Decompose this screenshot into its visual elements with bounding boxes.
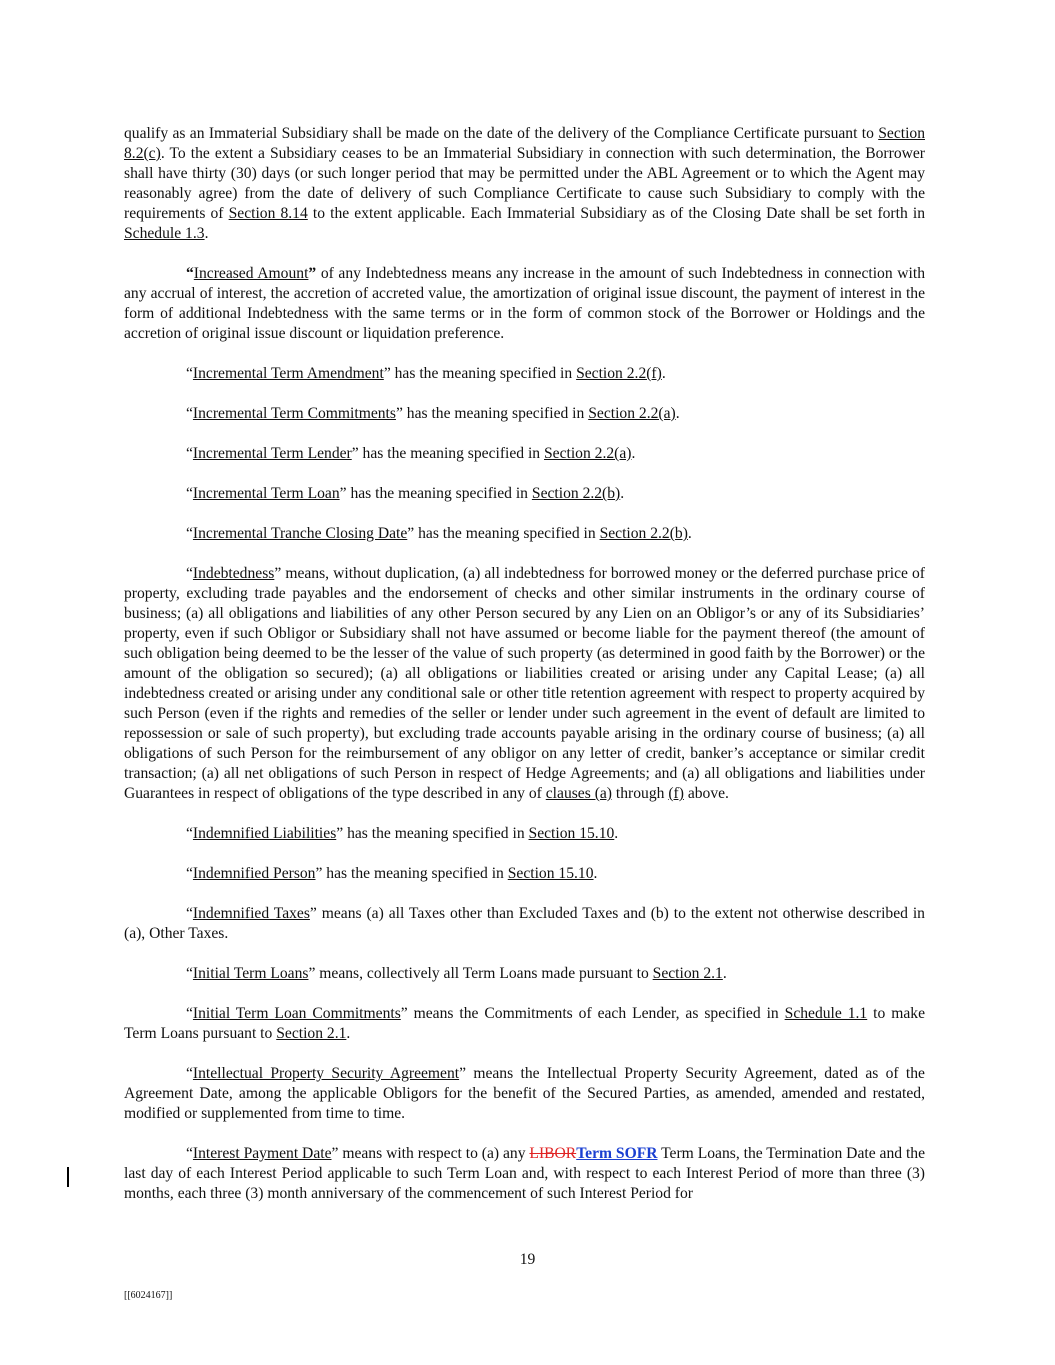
defined-term: Incremental Term Lender: [192, 445, 352, 462]
document-id: [[6024167]]: [124, 1290, 173, 1301]
defined-term: Interest Payment Date: [192, 1145, 332, 1162]
section-reference: Section 2.2(b): [599, 525, 688, 542]
defined-term: Initial Term Loans: [192, 965, 309, 982]
definition-incremental-term-amendment: “Incremental Term Amendment” has the meaning specified in Section 2.2(f).: [186, 365, 666, 382]
definition-incremental-tranche-closing-date: “Incremental Tranche Closing Date” has the meaning specified in Section 2.2(b).: [186, 525, 692, 542]
clause-reference: clauses (a): [545, 785, 613, 802]
section-reference: Section 8.14: [228, 205, 308, 222]
section-reference: Section 2.2(a): [588, 405, 676, 422]
defined-term: Indemnified Person: [192, 865, 316, 882]
definition-incremental-term-commitments: “Incremental Term Commitments” has the meaning specified in Section 2.2(a).: [186, 405, 680, 422]
section-reference: Section 15.10: [507, 865, 594, 882]
revision-change-bar: [67, 1167, 69, 1187]
defined-term: Increased Amount: [193, 265, 309, 282]
section-reference: Section 8.2(c): [124, 125, 925, 162]
definition-indemnified-person: “Indemnified Person” has the meaning specified in Section 15.10.: [186, 865, 598, 882]
schedule-reference: Schedule 1.1: [784, 1005, 868, 1022]
defined-term: Incremental Term Amendment: [192, 365, 384, 382]
paragraph-immaterial-subsidiary-cont: qualify as an Immaterial Subsidiary shall be made on the date of the delivery of the Compliance Certificate pursuant to Section 8.2(c). To the extent a Subsidiary ceases to be an Immaterial Subsidiary in connection with such determination, the Borrower shall have thirty (30) days (or such longer period that may be permitted under the ABL Agreement or to which the Agent may reasonably agree) from the date of delivery of such Compliance Certificate to cause such Subsidiary to comply with the requirements of Section 8.14 to the extent applicable. Each Immaterial Subsidiary as of the Closing Date shall be set forth in Schedule 1.3.: [124, 125, 925, 242]
definition-initial-term-loan-commitments: “Initial Term Loan Commitments” means the Commitments of each Lender, as specified in Schedule 1.1 to make Term Loans pursuant to Section 2.1.: [124, 1005, 925, 1042]
clause-reference: (f): [668, 785, 684, 802]
defined-term: Indebtedness: [192, 565, 275, 582]
defined-term: Incremental Tranche Closing Date: [192, 525, 408, 542]
section-reference: Section 2.2(b): [531, 485, 621, 502]
section-reference: Section 2.2(f): [576, 365, 662, 382]
defined-term: Incremental Term Loan: [192, 485, 340, 502]
defined-term: Initial Term Loan Commitments: [192, 1005, 401, 1022]
defined-term: Intellectual Property Security Agreement: [192, 1065, 460, 1082]
defined-term: Indemnified Taxes: [192, 905, 310, 922]
definition-indemnified-liabilities: “Indemnified Liabilities” has the meaning specified in Section 15.10.: [186, 825, 619, 842]
definition-indebtedness: “Indebtedness” means, without duplication, (a) all indebtedness for borrowed money or the deferred purchase price of property, excluding trade payables and the endorsement of checks and other similar instruments in the ordinary course of business; (a) all obligations and liabilities of any other Person secured by any Lien on an Obligor’s or any of its Subsidiaries’ property, even if such Obligor or Subsidiary shall not have assumed or become liable for the payment thereof (the amount of such obligation being deemed to be the lesser of the value of such property (as determined in good faith by the Borrower) or the amount of the obligation so secured); (a) all obligations or liabilities created or arising under any Capital Lease; (a) all indebtedness created or arising under any conditional sale or other title retention agreement with respect to property acquired by such Person (even if the rights and remedies of the seller or lender under such agreement in the event of default are limited to repossession or sale of such property), but excluding trade accounts payable arising in the ordinary course of business; (a) all obligations of such Person for the reimbursement of any obligor on any letter of credit, banker’s acceptance or similar credit transaction; (a) all net obligations of such Person in respect of Hedge Agreements; and (a) all obligations and liabilities under Guarantees in respect of obligations of the type described in any of clauses (a) through (f) above.: [124, 565, 925, 802]
schedule-reference: Schedule 1.3: [124, 225, 205, 242]
section-reference: Section 2.1: [652, 965, 723, 982]
section-reference: Section 2.1: [276, 1025, 347, 1042]
document-body: [124, 124, 925, 1224]
section-reference: Section 2.2(a): [544, 445, 632, 462]
section-reference: Section 15.10: [528, 825, 615, 842]
definition-ip-security-agreement: “Intellectual Property Security Agreement” means the Intellectual Property Security Agreement, dated as of the Agreement Date, among the applicable Obligors for the benefit of the Secured Parties, as amended, amended and restated, modified or supplemented from time to time.: [124, 1065, 925, 1122]
defined-term: Incremental Term Commitments: [192, 405, 396, 422]
definition-interest-payment-date: “Interest Payment Date” means with respect to (a) any LIBORTerm SOFR Term Loans, the Termination Date and the last day of each Interest Period applicable to such Term Loan and, with respect to each Interest Period of more than three (3) months, each three (3) month anniversary of the commencement of such Interest Period for: [124, 1145, 925, 1202]
definition-incremental-term-lender: “Incremental Term Lender” has the meaning specified in Section 2.2(a).: [186, 445, 636, 462]
definition-incremental-term-loan: “Incremental Term Loan” has the meaning specified in Section 2.2(b).: [186, 485, 625, 502]
defined-term: Indemnified Liabilities: [192, 825, 337, 842]
deleted-text: LIBOR: [529, 1145, 577, 1162]
page-number: 19: [519, 1251, 536, 1268]
definition-initial-term-loans: “Initial Term Loans” means, collectively all Term Loans made pursuant to Section 2.1.: [186, 965, 727, 982]
inserted-text: Term SOFR: [576, 1145, 658, 1162]
definition-increased-amount: “Increased Amount” of any Indebtedness means any increase in the amount of such Indebtedness in connection with any accrual of interest, the accretion of accreted value, the amortization of original issue discount, the payment of interest in the form of additional Indebtedness with the same terms or in the form of common stock of the Borrower or Holdings and the accretion of original issue discount or liquidation preference.: [124, 265, 925, 342]
definition-indemnified-taxes: “Indemnified Taxes” means (a) all Taxes other than Excluded Taxes and (b) to the extent not otherwise described in (a), Other Taxes.: [124, 905, 925, 942]
